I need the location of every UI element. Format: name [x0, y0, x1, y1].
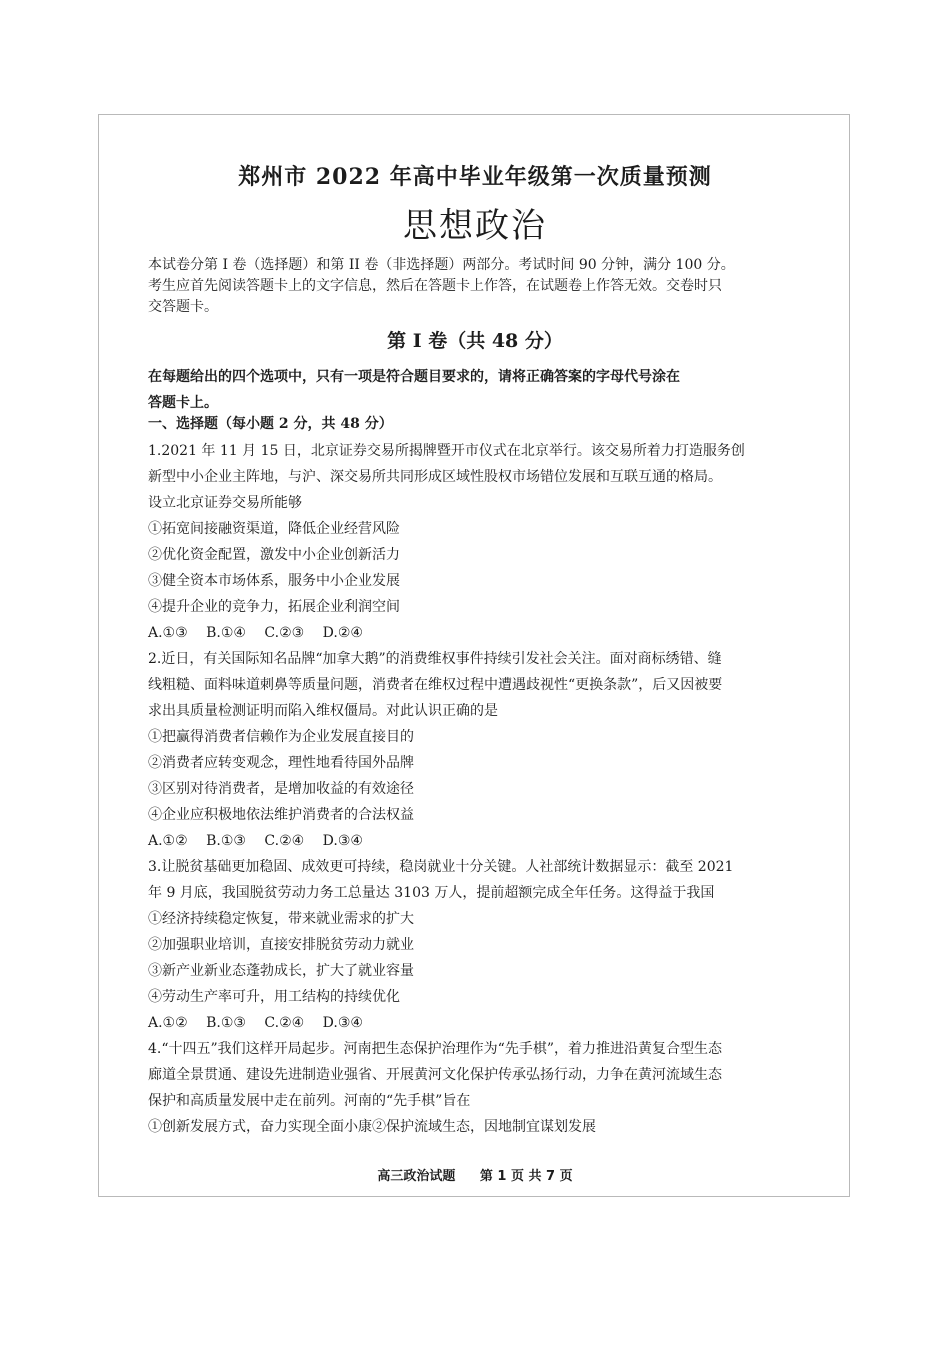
- intro-line: 交答题卡。: [148, 299, 218, 315]
- question-option: ④提升企业的竞争力，拓展企业利润空间: [148, 599, 400, 615]
- answer-choice-c: C.②③: [264, 625, 305, 641]
- question-stem-line: 保护和高质量发展中走在前列。河南的“先手棋”旨在: [148, 1093, 471, 1109]
- question-stem-line: 4.“十四五”我们这样开局起步。河南把生态保护治理作为“先手棋”，着力推进沿黄复合型生态: [148, 1041, 722, 1057]
- question-stem-line: 1.2021 年 11 月 15 日，北京证券交易所揭牌暨开市仪式在北京举行。该交易所着力打造服务创: [148, 443, 745, 459]
- question-stem-line: 年 9 月底，我国脱贫劳动力务工总量达 3103 万人，提前超额完成全年任务。这得益于我国: [148, 885, 715, 901]
- question-option: ①创新发展方式，奋力实现全面小康②保护流域生态，因地制宜谋划发展: [148, 1119, 596, 1135]
- question-list: [148, 438, 745, 1140]
- intro-line: 考生应首先阅读答题卡上的文字信息，然后在答题卡上作答，在试题卷上作答无效。交卷时只: [148, 278, 722, 294]
- answer-choice-a: A.①③: [148, 625, 188, 641]
- answer-choices: [148, 620, 745, 646]
- answer-choice-d: D.②④: [322, 625, 363, 641]
- question-option: ④劳动生产率可升，用工结构的持续优化: [148, 989, 400, 1005]
- question-stem-line: 2.近日，有关国际知名品牌“加拿大鹅”的消费维权事件持续引发社会关注。面对商标绣错、缝: [148, 651, 722, 667]
- part-header: 一、选择题（每小题 2 分，共 48 分）: [148, 416, 393, 432]
- question-stem-line: 新型中小企业主阵地，与沪、深交易所共同形成区域性股权市场错位发展和互联互通的格局。: [148, 469, 722, 485]
- answer-choice-c: C.②④: [264, 833, 305, 849]
- question-option: ②消费者应转变观念，理性地看待国外品牌: [148, 755, 414, 771]
- instruction-line: 在每题给出的四个选项中，只有一项是符合题目要求的，请将正确答案的字母代号涂在: [148, 369, 680, 385]
- answer-choice-c: C.②④: [264, 1015, 305, 1031]
- section-instructions: [148, 364, 680, 416]
- question-option: ①拓宽间接融资渠道，降低企业经营风险: [148, 521, 400, 537]
- answer-choice-a: A.①②: [148, 833, 188, 849]
- answer-choices: [148, 828, 745, 854]
- exam-title: 郑州市 2022 年高中毕业年级第一次质量预测: [238, 164, 712, 190]
- page-footer: [0, 1165, 950, 1184]
- answer-choice-a: A.①②: [148, 1015, 188, 1031]
- answer-choice-b: B.①④: [206, 625, 246, 641]
- question-4: [148, 1036, 745, 1140]
- intro-paragraph: [148, 255, 808, 318]
- intro-line: 本试卷分第 I 卷（选择题）和第 II 卷（非选择题）两部分。考试时间 90 分钟，满分 100 分。: [148, 257, 735, 273]
- question-option: ②优化资金配置，激发中小企业创新活力: [148, 547, 400, 563]
- answer-choice-b: B.①③: [206, 1015, 246, 1031]
- question-option: ③区别对待消费者，是增加收益的有效途径: [148, 781, 414, 797]
- subject-title: 思想政治: [403, 206, 547, 246]
- question-option: ①把赢得消费者信赖作为企业发展直接目的: [148, 729, 414, 745]
- answer-choice-b: B.①③: [206, 833, 246, 849]
- question-2: [148, 646, 745, 854]
- question-stem-line: 求出具质量检测证明而陷入维权僵局。对此认识正确的是: [148, 703, 498, 719]
- instruction-line: 答题卡上。: [148, 395, 218, 411]
- question-stem-line: 廊道全景贯通、建设先进制造业强省、开展黄河文化保护传承弘扬行动，力争在黄河流域生态: [148, 1067, 722, 1083]
- footer-page-number: 第 1 页 共 7 页: [479, 1169, 573, 1184]
- question-stem-line: 3.让脱贫基础更加稳固、成效更可持续，稳岗就业十分关键。人社部统计数据显示：截至 2021: [148, 859, 734, 875]
- answer-choice-d: D.③④: [322, 833, 363, 849]
- question-3: [148, 854, 745, 1036]
- answer-choice-d: D.③④: [322, 1015, 363, 1031]
- answer-choices: [148, 1010, 745, 1036]
- question-stem-line: 设立北京证券交易所能够: [148, 495, 302, 511]
- question-option: ②加强职业培训，直接安排脱贫劳动力就业: [148, 937, 414, 953]
- section-title: 第 I 卷（共 48 分）: [387, 330, 563, 352]
- question-1: [148, 438, 745, 646]
- question-option: ③健全资本市场体系，服务中小企业发展: [148, 573, 400, 589]
- question-stem-line: 线粗糙、面料味道刺鼻等质量问题，消费者在维权过程中遭遇歧视性“更换条款”，后又因被要: [148, 677, 723, 693]
- question-option: ④企业应积极地依法维护消费者的合法权益: [148, 807, 414, 823]
- question-option: ①经济持续稳定恢复，带来就业需求的扩大: [148, 911, 414, 927]
- footer-subject: 高三政治试题: [377, 1169, 456, 1184]
- question-option: ③新产业新业态蓬勃成长，扩大了就业容量: [148, 963, 414, 979]
